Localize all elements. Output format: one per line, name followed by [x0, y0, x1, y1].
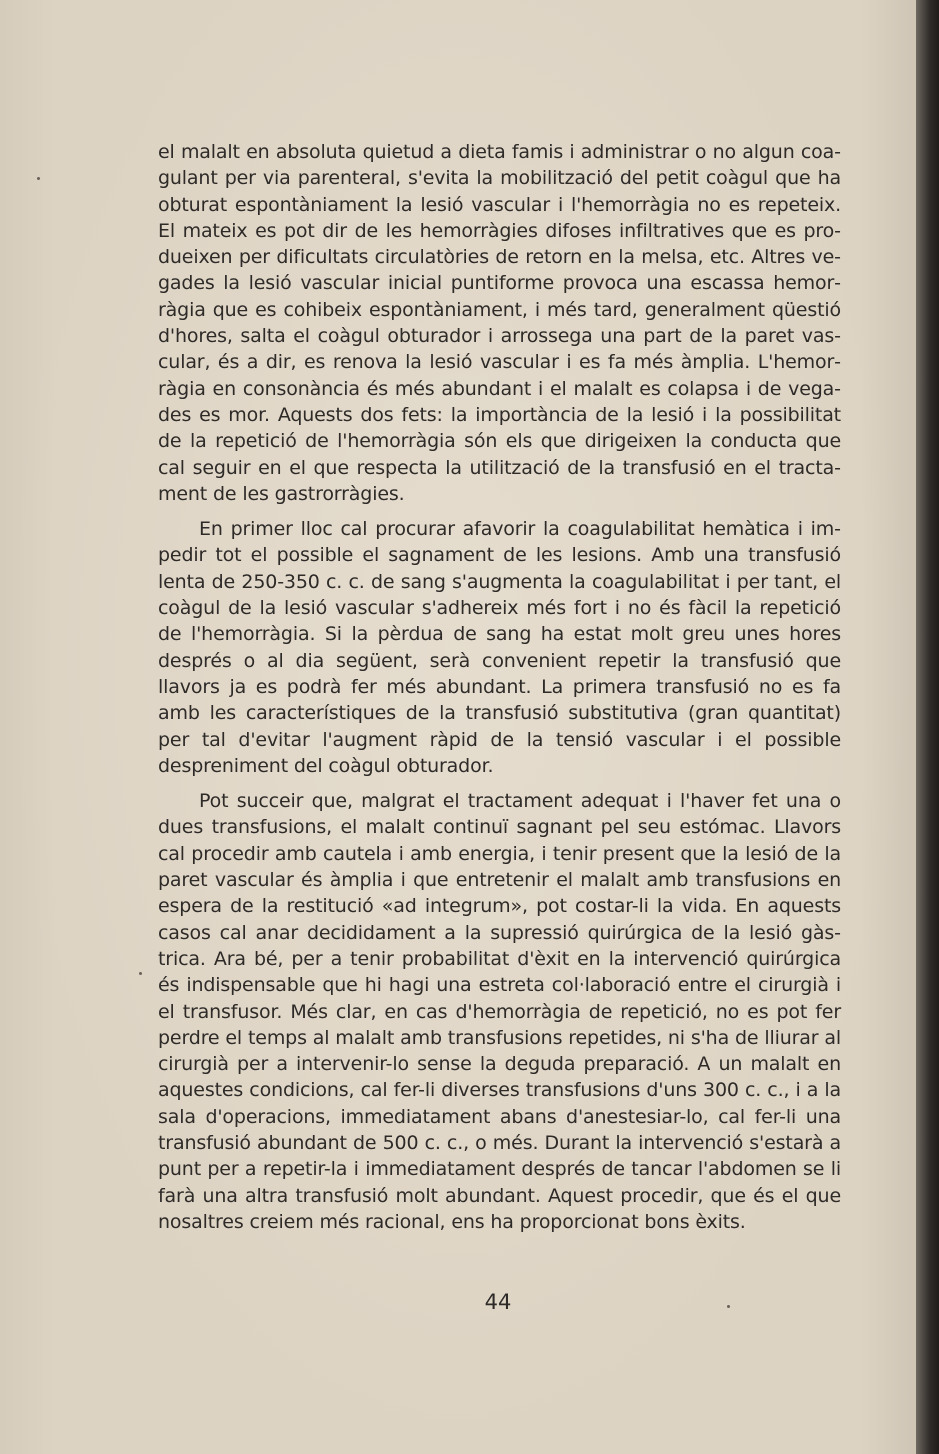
- body-text: [158, 139, 841, 1235]
- paragraph-1: el malalt en absoluta quietud a dieta famis i administrar o no algun coagulant per via parenteral, s'evita la mobilització del petit coàgul que ha obturat espontàniament la lesió vascular i l'hemorràgia no es repeteix. El mateix es pot dir de les hemorràgies difoses infiltratives que es produeixen per dificultats circulatòries de retorn en la melsa, etc. Altres vegades la lesió vascular inicial puntiforme provoca una escassa hemorràgia que es cohibeix espontàniament, i més tard, generalment qüestió d'hores, salta el coàgul obturador i arrossega una part de la paret vascular, és a dir, es renova la lesió vascular i es fa més àmplia. L'hemorràgia en consonància és més abundant i el malalt es colapsa i de vegades es mor. Aquests dos fets: la importància de la lesió i la possibilitat de la repetició de l'hemorràgia són els que dirigeixen la conducta que cal seguir en el que respecta la utilització de la transfusió en el tractament de les gastrorràgies.: [158, 141, 841, 505]
- paper-speck: [37, 177, 40, 180]
- paragraph-3: Pot succeir que, malgrat el tractament adequat i l'haver fet una o dues transfusions, el malalt continuï sagnant pel seu estómac. Llavors cal procedir amb cautela i amb energia, i tenir present que la lesió de la paret vascular és àmplia i que entretenir el malalt amb transfusions en espera de la restitució «ad integrum», pot costar-li la vida. En aquests casos cal anar decididament a la supressió quirúrgica de la lesió gàstrica. Ara bé, per a tenir probabilitat d'èxit en la intervenció quirúrgica és indispensable que hi hagi una estreta col·laboració entre el cirurgià i el transfusor. Més clar, en cas d'hemorràgia de repetició, no es pot fer perdre el temps al malalt amb transfusions repetides, ni s'ha de lliurar al cirurgià per a intervenir-lo sense la deguda preparació. A un malalt en aquestes condicions, cal fer-li diverses transfusions d'uns 300 c. c., i a la sala d'operacions, immediatament abans d'anestesiar-lo, cal fer-li una transfusió abundant de 500 c. c., o més. Durant la intervenció s'estarà a punt per a repetir-la i immediatament després de tancar l'abdomen se li farà una altra transfusió molt abundant. Aquest procedir, que és el que nosaltres creiem més racional, ens ha proporcionat bons èxits.: [158, 790, 841, 1233]
- binding-edge: [916, 0, 939, 1454]
- paragraph-2: En primer lloc cal procurar afavorir la coagulabilitat hemàtica i impedir tot el possible el sagnament de les lesions. Amb una transfusió lenta de 250-350 c. c. de sang s'augmenta la coagulabilitat i per tant, el coàgul de la lesió vascular s'adhereix més fort i no és fàcil la repetició de l'hemorràgia. Si la pèrdua de sang ha estat molt greu unes hores després o al dia següent, serà convenient repetir la transfusió que llavors ja es podrà fer més abundant. La primera transfusió no es fa amb les característiques de la transfusió substitutiva (gran quantitat) per tal d'evitar l'augment ràpid de la tensió vascular i el possible despreniment del coàgul obturador.: [158, 518, 841, 777]
- paper-speck: [139, 972, 142, 975]
- page-number: 44: [484, 1290, 512, 1314]
- paper-speck: [727, 1305, 730, 1308]
